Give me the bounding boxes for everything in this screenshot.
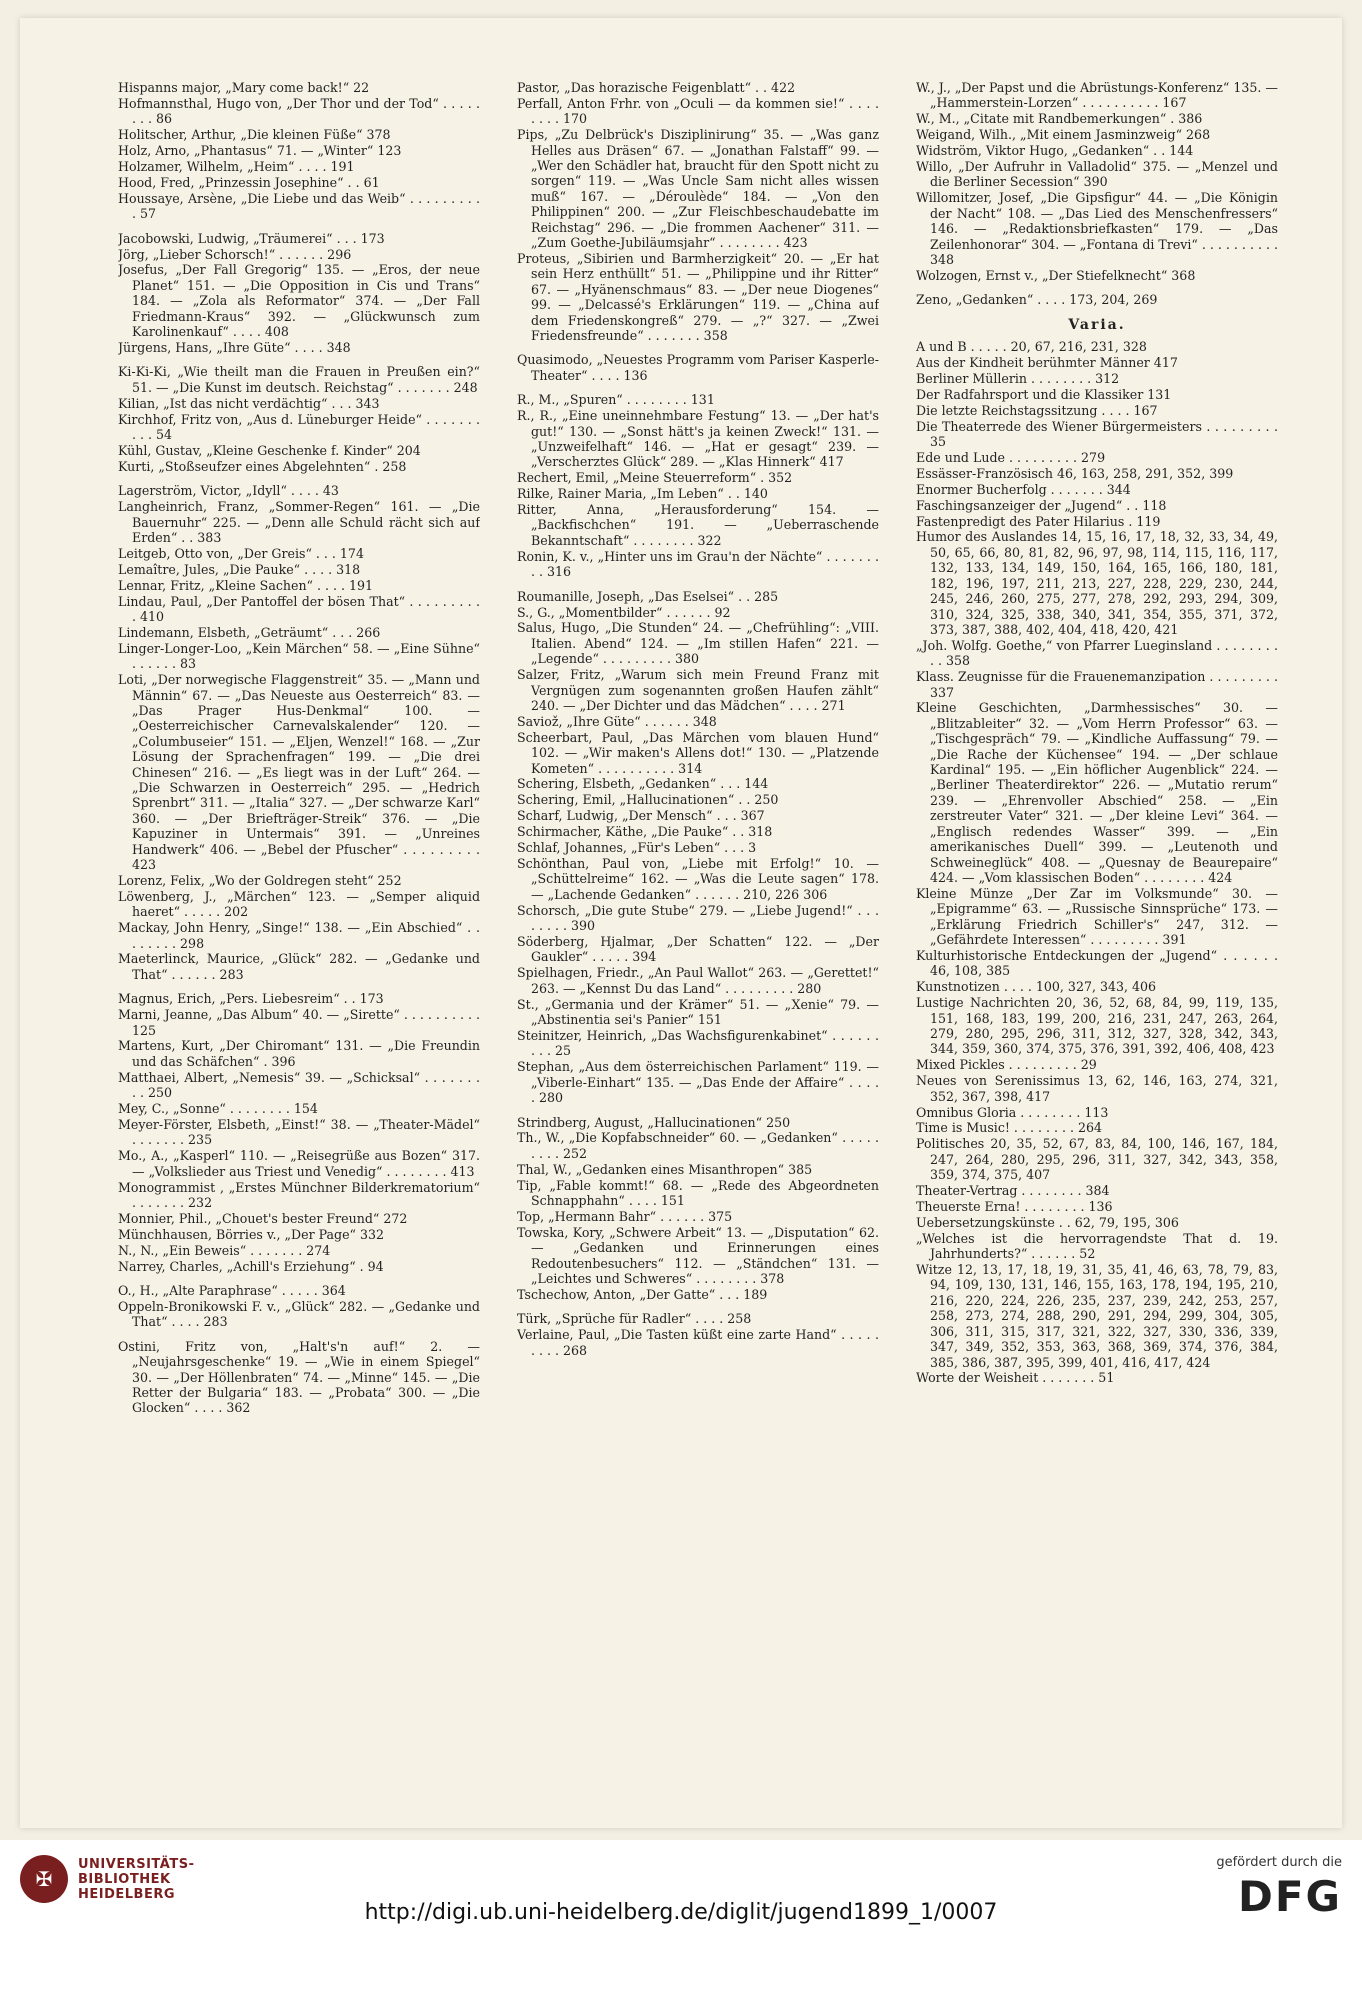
index-entry: O., H., „Alte Paraphrase“ . . . . . 364 [118, 1283, 346, 1299]
index-entry: Lemaître, Jules, „Die Pauke“ . . . . 318 [118, 561, 361, 577]
index-entry: Matthaei, Albert, „Nemesis“ 39. — „Schicksal“ . . . . . . . . . 250 [118, 1069, 480, 1101]
index-entry: Faschingsanzeiger der „Jugend“ . . 118 [916, 497, 1167, 513]
index-entry: Martens, Kurt, „Der Chiromant“ 131. — „Die Freundin und das Schäfchen“ . 396 [118, 1038, 480, 1069]
index-entry: Ki-Ki-Ki, „Wie theilt man die Frauen in Preußen ein?“ 51. — „Die Kunst im deutsch. Reichstag“ . . . . . . . 248 [118, 364, 480, 395]
index-entry: Wolzogen, Ernst v., „Der Stiefelknecht“ 368 [916, 267, 1196, 283]
index-entry: Spielhagen, Friedr., „An Paul Wallot“ 263. — „Gerettet!“ 263. — „Kennst Du das Land“ . . . . . . . . . 280 [517, 965, 879, 996]
index-entry: Omnibus Gloria . . . . . . . . 113 [916, 1104, 1109, 1120]
index-entry: Schering, Emil, „Hallucinationen“ . . 250 [517, 792, 779, 808]
index-column-3 [916, 80, 1278, 1810]
index-entry: Lustige Nachrichten 20, 36, 52, 68, 84, 99, 119, 135, 151, 168, 183, 199, 200, 216, 231, 247, 263, 264, 279, 280, 295, 296, 311, 312, 327, 328, 342, 343, 344, 359, 360, 374, 375, 376, 391, 392, 406, 408, 423 [916, 995, 1278, 1057]
index-entry: Enormer Bucherfolg . . . . . . . 344 [916, 481, 1131, 497]
index-entry: S., G., „Momentbilder“ . . . . . . 92 [517, 604, 731, 620]
index-entry: Ritter, Anna, „Herausforderung“ 154. — „Backfischchen“ 191. — „Ueberraschende Bekanntschaft“ . . . . . . . . 322 [517, 502, 879, 548]
index-entry: Perfall, Anton Frhr. von „Oculi — da kommen sie!“ . . . . . . . . 170 [517, 95, 879, 127]
section-heading-varia: Varia. [1068, 316, 1126, 333]
index-entry: Time is Music! . . . . . . . . 264 [916, 1120, 1103, 1136]
index-entry: Monnier, Phil., „Chouet's bester Freund“ 272 [118, 1210, 408, 1226]
index-entry: Uebersetzungskünste . . 62, 79, 195, 306 [916, 1214, 1179, 1230]
index-entry: Narrey, Charles, „Achill's Erziehung“ . 94 [118, 1258, 384, 1274]
index-entry: Hofmannsthal, Hugo von, „Der Thor und der Tod“ . . . . . . . . 86 [118, 95, 480, 127]
index-entry: Fastenpredigt des Pater Hilarius . 119 [916, 513, 1161, 529]
index-entry: Worte der Weisheit . . . . . . . 51 [916, 1370, 1115, 1386]
index-entry: Weigand, Wilh., „Mit einem Jasminzweig“ 268 [916, 127, 1211, 143]
index-entry: Zeno, „Gedanken“ . . . . 173, 204, 269 [916, 292, 1158, 308]
index-entry: Witze 12, 13, 17, 18, 19, 31, 35, 41, 46, 63, 78, 79, 83, 94, 109, 130, 131, 146, 155, 163, 178, 194, 195, 210, 216, 220, 224, 226, 235, 237, 239, 242, 253, 257, 258, 273, 274, 288, 290, 291, 294, 299, 304, 305, 306, 311, 315, 317, 321, 322, 327, 330, 336, 339, 347, 349, 352, 353, 363, 368, 369, 374, 376, 384, 385, 386, 387, 395, 399, 401, 416, 417, 424 [916, 1262, 1278, 1370]
index-entry: Lorenz, Felix, „Wo der Goldregen steht“ 252 [118, 872, 402, 888]
index-entry: Linger-Longer-Loo, „Kein Märchen“ 58. — „Eine Sühne“ . . . . . . 83 [118, 640, 480, 672]
index-entry: Politisches 20, 35, 52, 67, 83, 84, 100, 146, 167, 184, 247, 264, 280, 295, 296, 311, 327, 342, 343, 358, 359, 374, 375, 407 [916, 1136, 1278, 1183]
index-entry: W., M., „Citate mit Randbemerkungen“ . 386 [916, 111, 1203, 127]
index-entry: Kurti, „Stoßseufzer eines Abgelehnten“ . 258 [118, 458, 407, 474]
index-entry: Scheerbart, Paul, „Das Märchen vom blauen Hund“ 102. — „Wir maken's Allens dot!“ 130. — „Platzende Kometen“ . . . . . . . . . . 314 [517, 729, 879, 776]
index-entry: Kleine Geschichten, „Darmhessisches“ 30. — „Blitzableiter“ 32. — „Vom Herrn Professor“ 63. — „Tischgespräch“ 79. — „Kindliche Auffassung“ 79. — „Die Rache der Küchensee“ 194. — „Der schlaue Kardinal“ 195. — „Ein höflicher Augenblick“ 224. — „Berliner Theaterdirektor“ 226. — „Mutatio rerum“ 239. — „Ehrenvoller Abschied“ 258. — „Ein zerstreuter Vater“ 321. — „Der kleine Levi“ 364. — „Englisch redendes Wasser“ 399. — „Ein amerikanisches Duell“ 399. — „Leutenoth und Schweineglück“ 408. — „Quesnay de Beaurepaire“ 424. — „Vom klassischen Boden“ . . . . . . . . 424 [916, 700, 1278, 885]
index-entry: Loti, „Der norwegische Flaggenstreit“ 35. — „Mann und Männin“ 67. — „Das Neueste aus Oesterreich“ 83. — „Das Prager Hus-Denkmal“ 100. — „Oesterreichischer Carnevalskalender“ 120. — „Columbuseier“ 151. — „Eljen, Wenzel!“ 168. — „Zur Lösung der Sprachenfragen“ 199. — „Die drei Chinesen“ 216. — „Es liegt was in der Luft“ 264. — „Die Schwarzen in Oesterreich“ 295. — „Hedrich Sprenbrt“ 311. — „Italia“ 327. — „Der schwarze Karl“ 360. — „Der Briefträger-Streik“ 376. — „Die Kapuziner in Untermais“ 391. — „Unreines Handwerk“ 406. — „Bebel der Pfuscher“ . . . . . . . . . 423 [118, 672, 480, 872]
index-entry: Mackay, John Henry, „Singe!“ 138. — „Ein Abschied“ . . . . . . . . 298 [118, 920, 480, 951]
index-entry: Tip, „Fable kommt!“ 68. — „Rede des Abgeordneten Schnapphahn“ . . . . 151 [517, 1177, 879, 1209]
index-entry: Strindberg, August, „Hallucinationen“ 250 [517, 1114, 791, 1130]
index-entry: Langheinrich, Franz, „Sommer-Regen“ 161. — „Die Bauernuhr“ 225. — „Denn alle Schuld rächt sich auf Erden“ . . 383 [118, 499, 480, 545]
index-entry: Schorsch, „Die gute Stube“ 279. — „Liebe Jugend!“ . . . . . . . . 390 [517, 902, 879, 934]
index-entry: Münchhausen, Börries v., „Der Page“ 332 [118, 1226, 385, 1242]
index-entry: Rechert, Emil, „Meine Steuerreform“ . 352 [517, 470, 793, 486]
index-entry: Kilian, „Ist das nicht verdächtig“ . . . 343 [118, 395, 380, 411]
index-columns [118, 80, 1278, 1810]
index-entry: Maeterlinck, Maurice, „Glück“ 282. — „Gedanke und That“ . . . . . . 283 [118, 951, 480, 982]
index-entry: Jörg, „Lieber Schorsch!“ . . . . . . 296 [118, 246, 352, 262]
index-entry: Salus, Hugo, „Die Stunden“ 24. — „Chefrühling“: „VIII. Italien. Abend“ 124. — „Im stillen Hafen“ 221. — „Legende“ . . . . . . . . . 380 [517, 620, 879, 667]
index-entry: Top, „Hermann Bahr“ . . . . . . 375 [517, 1208, 733, 1224]
index-entry: Humor des Auslandes 14, 15, 16, 17, 18, 32, 33, 34, 49, 50, 65, 66, 80, 81, 82, 96, 97, 98, 114, 115, 116, 117, 132, 133, 134, 149, 150, 164, 165, 166, 180, 181, 182, 196, 197, 211, 213, 227, 228, 229, 230, 244, 245, 246, 260, 275, 277, 278, 292, 293, 294, 309, 310, 324, 325, 338, 340, 341, 354, 355, 371, 372, 373, 387, 388, 402, 404, 418, 420, 421 [916, 529, 1278, 637]
index-entry: „Joh. Wolfg. Goethe,“ von Pfarrer Lueginsland . . . . . . . . . . 358 [916, 637, 1278, 669]
funder-logo[interactable] [1142, 1855, 1342, 1921]
index-entry: Marni, Jeanne, „Das Album“ 40. — „Sirette“ . . . . . . . . . . 125 [118, 1007, 480, 1038]
index-entry: Die letzte Reichstagssitzung . . . . 167 [916, 402, 1158, 418]
index-entry: Neues von Serenissimus 13, 62, 146, 163, 274, 321, 352, 367, 398, 417 [916, 1073, 1278, 1104]
index-entry: Willomitzer, Josef, „Die Gipsfigur“ 44. — „Die Königin der Nacht“ 108. — „Das Lied des Menschenfressers“ 146. — „Redaktionsbriefkasten“ 179. — „Das Zeilenhonorar“ 304. — „Fontana di Trevi“ . . . . . . . . . . 348 [916, 190, 1278, 267]
index-entry: Ede und Lude . . . . . . . . . 279 [916, 449, 1106, 465]
index-entry: Berliner Müllerin . . . . . . . . 312 [916, 370, 1120, 386]
index-entry: Roumanille, Joseph, „Das Eselsei“ . . 285 [517, 588, 779, 604]
index-entry: Türk, „Sprüche für Radler“ . . . . 258 [517, 1311, 752, 1327]
index-entry: Klass. Zeugnisse für die Frauenemanzipation . . . . . . . . . 337 [916, 669, 1278, 700]
index-entry: Lindemann, Elsbeth, „Geträumt“ . . . 266 [118, 624, 381, 640]
index-entry: Houssaye, Arsène, „Die Liebe und das Weib“ . . . . . . . . . . 57 [118, 190, 480, 222]
index-entry: Jacobowski, Ludwig, „Träumerei“ . . . 173 [118, 230, 385, 246]
index-entry: N., N., „Ein Beweis“ . . . . . . . 274 [118, 1242, 331, 1258]
index-entry: Widström, Viktor Hugo, „Gedanken“ . . 144 [916, 143, 1194, 159]
index-entry: Theuerste Erna! . . . . . . . . 136 [916, 1198, 1113, 1214]
index-entry: Lagerström, Victor, „Idyll“ . . . . 43 [118, 483, 339, 499]
index-entry: Towska, Kory, „Schwere Arbeit“ 13. — „Disputation“ 62. — „Gedanken und Erinnerungen eines Redoutenbesuchers“ 112. — „Ständchen“ 131. — „Leichtes und Schweres“ . . . . . . . . 378 [517, 1224, 879, 1287]
index-entry: Leitgeb, Otto von, „Der Greis“ . . . 174 [118, 545, 364, 561]
index-entry: Mo., A., „Kasperl“ 110. — „Reisegrüße aus Bozen“ 317. — „Volkslieder aus Triest und Venedig“ . . . . . . . . 413 [118, 1148, 480, 1179]
index-entry: Pastor, „Das horazische Feigenblatt“ . . 422 [517, 80, 796, 95]
index-entry: Pips, „Zu Delbrück's Disziplinirung“ 35. — „Was ganz Helles aus Dräsen“ 67. — „Jonathan Falstaff“ 99. — „Wer den Schädler hat, braucht für den Spott nicht zu sorgen“ 119. — „Was Uncle Sam nicht alles wissen muß“ 167. — „Déroulède“ 184. — „Von den Philippinen“ 200. — „Zur Fleischbeschaudebatte im Reichstag“ 296. — „Die frommen Aachener“ 311. — „Zum Goethe-Jubiläumsjahr“ . . . . . . . . 423 [517, 127, 879, 251]
index-entry: Schönthan, Paul von, „Liebe mit Erfolg!“ 10. — „Schüttelreime“ 162. — „Was die Leute sagen“ 178. — „Lachende Gedanken“ . . . . . . 210, 226 306 [517, 856, 879, 902]
index-entry: „Welches ist die hervorragendste That d. 19. Jahrhunderts?“ . . . . . . 52 [916, 1230, 1278, 1262]
index-entry: Willo, „Der Aufruhr in Valladolid“ 375. — „Menzel und die Berliner Secession“ 390 [916, 159, 1278, 190]
index-entry: Schirmacher, Käthe, „Die Pauke“ . . 318 [517, 824, 773, 840]
index-entry: R., M., „Spuren“ . . . . . . . . 131 [517, 392, 715, 408]
index-entry: Hispanns major, „Mary come back!“ 22 [118, 80, 370, 95]
index-entry: Verlaine, Paul, „Die Tasten küßt eine zarte Hand“ . . . . . . . . . 268 [517, 1327, 879, 1358]
index-entry: Holz, Arno, „Phantasus“ 71. — „Winter“ 123 [118, 143, 402, 159]
index-entry: Kunstnotizen . . . . 100, 327, 343, 406 [916, 979, 1157, 995]
index-entry: Mey, C., „Sonne“ . . . . . . . . 154 [118, 1101, 318, 1117]
index-entry: Lindau, Paul, „Der Pantoffel der bösen That“ . . . . . . . . . . 410 [118, 593, 480, 624]
index-entry: Schering, Elsbeth, „Gedanken“ . . . 144 [517, 776, 769, 792]
library-logo[interactable] [20, 1855, 194, 1903]
index-entry: A und B . . . . . 20, 67, 216, 231, 328 [916, 339, 1147, 355]
funder-label: gefördert durch die [1216, 1855, 1342, 1870]
index-entry: Lennar, Fritz, „Kleine Sachen“ . . . . 191 [118, 577, 374, 593]
index-entry: W., J., „Der Papst und die Abrüstungs-Konferenz“ 135. — „Hammerstein-Lorzen“ . . . . . . . . . . 167 [916, 80, 1278, 111]
index-entry: Stephan, „Aus dem österreichischen Parlament“ 119. — „Viberle-Einhart“ 135. — „Das Ende der Affaire“ . . . . . 280 [517, 1059, 879, 1106]
index-entry: Salzer, Fritz, „Warum sich mein Freund Franz mit Vergnügen zum sogenannten großen Haufen zählt“ 240. — „Der Dichter und das Mädchen“ . . . . 271 [517, 667, 879, 713]
index-entry: Kühl, Gustav, „Kleine Geschenke f. Kinder“ 204 [118, 442, 421, 458]
index-entry: Oppeln-Bronikowski F. v., „Glück“ 282. — „Gedanke und That“ . . . . 283 [118, 1298, 480, 1330]
index-entry: Aus der Kindheit berühmter Männer 417 [916, 355, 1178, 370]
index-entry: Saviož, „Ihre Güte“ . . . . . . 348 [517, 713, 717, 729]
index-entry: Proteus, „Sibirien und Barmherzigkeit“ 20. — „Er hat sein Herz enthüllt“ 51. — „Philippine und ihr Ritter“ 67. — „Hyänenschmaus“ 83. — „Der neue Diogenes“ 99. — „Delcassé's Erklärungen“ 119. — „China auf dem Friedenskongreß“ 279. — „?“ 327. — „Zwei Friedensfreunde“ . . . . . . . 358 [517, 250, 879, 343]
index-entry: Schlaf, Johannes, „Für's Leben“ . . . 3 [517, 840, 757, 856]
index-entry: Holzamer, Wilhelm, „Heim“ . . . . 191 [118, 159, 355, 175]
index-entry: Holitscher, Arthur, „Die kleinen Füße“ 378 [118, 127, 391, 143]
index-entry: Mixed Pickles . . . . . . . . . 29 [916, 1057, 1097, 1073]
index-column-2 [517, 80, 879, 1810]
index-entry: Löwenberg, J., „Märchen“ 123. — „Semper aliquid haeret“ . . . . . 202 [118, 888, 480, 920]
index-entry: Meyer-Förster, Elsbeth, „Einst!“ 38. — „Theater-Mädel“ . . . . . . . 235 [118, 1117, 480, 1148]
index-entry: Der Radfahrsport und die Klassiker 131 [916, 386, 1172, 402]
index-entry: Tschechow, Anton, „Der Gatte“ . . . 189 [517, 1286, 768, 1302]
index-entry: Ronin, K. v., „Hinter uns im Grau'n der Nächte“ . . . . . . . . . 316 [517, 548, 879, 580]
index-entry: Essässer-Französisch 46, 163, 258, 291, 352, 399 [916, 465, 1234, 481]
permalink-url[interactable]: http://digi.ub.uni-heidelberg.de/diglit/jugend1899_1/0007 [364, 1900, 998, 1925]
index-entry: Th., W., „Die Kopfabschneider“ 60. — „Gedanken“ . . . . . . . . . 252 [517, 1130, 879, 1161]
index-entry: Theater-Vertrag . . . . . . . . 384 [916, 1183, 1110, 1199]
index-entry: Kirchhof, Fritz von, „Aus d. Lüneburger Heide“ . . . . . . . . . . 54 [118, 411, 480, 443]
index-entry: Die Theaterrede des Wiener Bürgermeisters . . . . . . . . . 35 [916, 418, 1278, 450]
index-entry: Söderberg, Hjalmar, „Der Schatten“ 122. — „Der Gaukler“ . . . . . 394 [517, 934, 879, 965]
university-seal-icon: ✠ [20, 1855, 68, 1903]
index-entry: Scharf, Ludwig, „Der Mensch“ . . . 367 [517, 808, 765, 824]
index-entry: Hood, Fred, „Prinzessin Josephine“ . . 61 [118, 174, 380, 190]
index-entry: St., „Germania und der Krämer“ 51. — „Xenie“ 79. — „Abstinentia sei's Panier“ 151 [517, 996, 879, 1028]
index-entry: Kleine Münze „Der Zar im Volksmunde“ 30. — „Epigramme“ 63. — „Russische Sinnsprüche“ 173. — „Erklärung Friedrich Schiller's“ 247, 312. — „Gefährdete Interessen“ . . . . . . . . . 391 [916, 885, 1278, 948]
library-name: UNIVERSITÄTS- BIBLIOTHEK HEIDELBERG [78, 1856, 195, 1902]
index-entry: Josefus, „Der Fall Gregorig“ 135. — „Eros, der neue Planet“ 151. — „Die Opposition in Cis und Trans“ 184. — „Zola als Reformator“ 374. — „Der Fall Friedmann-Kraus“ 392. — „Glückwunsch zum Karolinenkauf“ . . . . 408 [118, 262, 480, 340]
index-entry: Magnus, Erich, „Pers. Liebesreim“ . . 173 [118, 991, 384, 1007]
index-column-1 [118, 80, 480, 1810]
index-entry: Steinitzer, Heinrich, „Das Wachsfigurenkabinet“ . . . . . . . . . 25 [517, 1027, 879, 1059]
index-entry: Rilke, Rainer Maria, „Im Leben“ . . 140 [517, 486, 768, 502]
index-entry: Jürgens, Hans, „Ihre Güte“ . . . . 348 [118, 340, 351, 355]
index-entry: Monogrammist , „Erstes Münchner Bilderkrematorium“ . . . . . . . 232 [118, 1179, 480, 1211]
index-entry: R., R., „Eine uneinnehmbare Festung“ 13. — „Der hat's gut!“ 130. — „Sonst hätt's ja keinen Zweck!“ 131. — „Unzweifelhaft“ 146. — „Hat er gesagt“ 239. — „Verscherztes Glück“ 289. — „Klas Hinnerk“ 417 [517, 408, 879, 470]
dfg-logo: DFG [1237, 1872, 1342, 1921]
index-entry: Quasimodo, „Neuestes Programm vom Pariser Kasperle-Theater“ . . . . 136 [517, 352, 879, 383]
index-entry: Kulturhistorische Entdeckungen der „Jugend“ . . . . . . 46, 108, 385 [916, 947, 1278, 979]
index-entry: Ostini, Fritz von, „Halt's'n auf!“ 2. — „Neujahrsgeschenke“ 19. — „Wie in einem Spiegel“ 30. — „Der Höllenbraten“ 74. — „Minne“ 145. — „Die Retter der Bulgaria“ 183. — „Probata“ 300. — „Die Glocken“ . . . . 362 [118, 1338, 480, 1416]
index-entry: Thal, W., „Gedanken eines Misanthropen“ 385 [517, 1161, 813, 1177]
